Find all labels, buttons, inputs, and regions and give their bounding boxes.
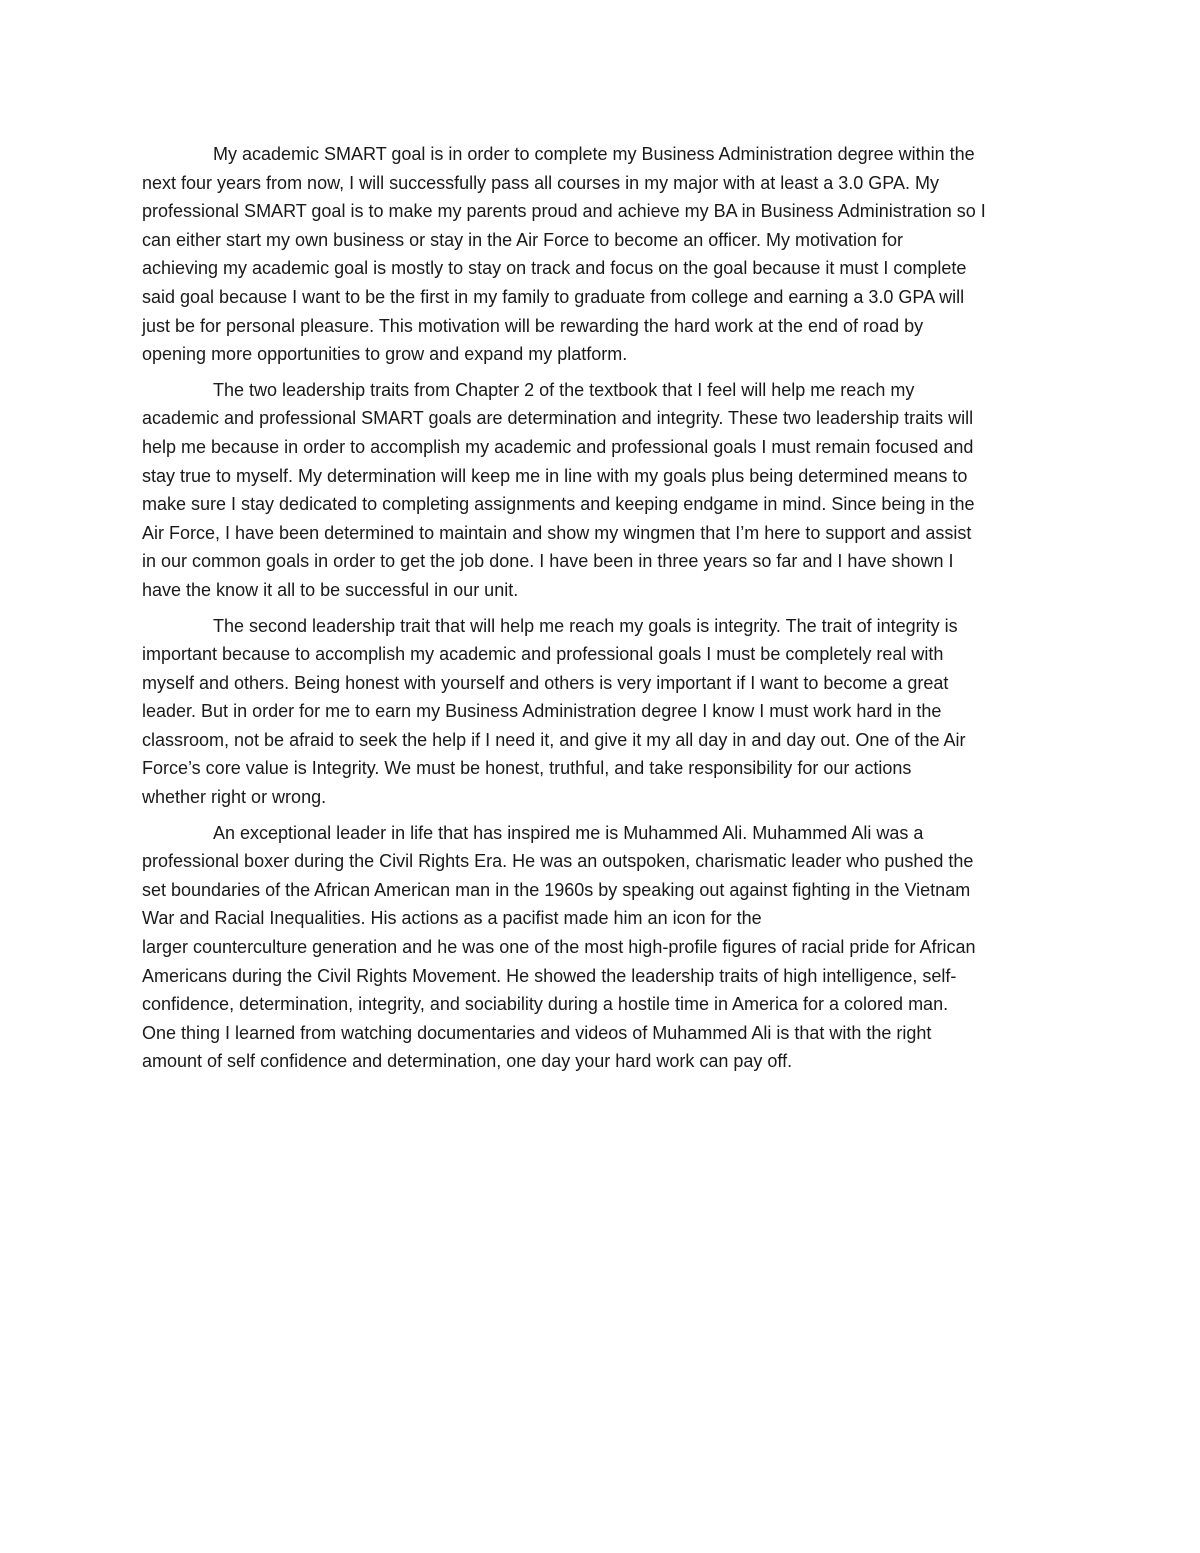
- text-line: leader. But in order for me to earn my Business Administration degree I know I must work hard in the: [142, 701, 942, 722]
- text-line: professional SMART goal is to make my parents proud and achieve my BA in Business Administration so I: [142, 201, 986, 222]
- text-line: can either start my own business or stay in the Air Force to become an officer. My motivation for: [142, 229, 904, 250]
- text-line: just be for personal pleasure. This motivation will be rewarding the hard work at the end of road by: [142, 315, 924, 336]
- text-line: The two leadership traits from Chapter 2 of the textbook that I feel will help me reach my: [213, 379, 915, 400]
- paragraph-academic-goal: [142, 140, 1060, 369]
- text-line: whether right or wrong.: [142, 787, 327, 808]
- paragraph-integrity: [142, 612, 1060, 812]
- text-line: in our common goals in order to get the job done. I have been in three years so far and I have shown I: [142, 551, 954, 572]
- text-line: An exceptional leader in life that has inspired me is Muhammed Ali. Muhammed Ali was a: [213, 822, 924, 843]
- text-line: Air Force, I have been determined to maintain and show my wingmen that I’m here to support and assist: [142, 522, 972, 543]
- document-body: [142, 140, 1060, 1083]
- text-line: academic and professional SMART goals are determination and integrity. These two leadership traits will: [142, 408, 974, 429]
- text-line: Force’s core value is Integrity. We must be honest, truthful, and take responsibility for our actions: [142, 758, 912, 779]
- text-line: classroom, not be afraid to seek the help if I need it, and give it my all day in and day out. One of the Air: [142, 729, 966, 750]
- text-line: larger counterculture generation and he was one of the most high-profile figures of racial pride for African: [142, 937, 976, 958]
- text-line: professional boxer during the Civil Rights Era. He was an outspoken, charismatic leader who pushed the: [142, 851, 974, 872]
- text-line: confidence, determination, integrity, and sociability during a hostile time in America for a colored man.: [142, 994, 949, 1015]
- text-line: One thing I learned from watching documentaries and videos of Muhammed Ali is that with the right: [142, 1022, 932, 1043]
- text-line: next four years from now, I will successfully pass all courses in my major with at least a 3.0 GPA. My: [142, 172, 939, 193]
- text-line: make sure I stay dedicated to completing assignments and keeping endgame in mind. Since being in the: [142, 494, 975, 515]
- text-line: achieving my academic goal is mostly to stay on track and focus on the goal because it must I complete: [142, 258, 967, 279]
- text-line: help me because in order to accomplish my academic and professional goals I must remain focused and: [142, 436, 974, 457]
- text-line: amount of self confidence and determination, one day your hard work can pay off.: [142, 1051, 793, 1072]
- text-line: War and Racial Inequalities. His actions as a pacifist made him an icon for the: [142, 908, 762, 929]
- text-line: The second leadership trait that will help me reach my goals is integrity. The trait of integrity is: [213, 615, 958, 636]
- text-line: My academic SMART goal is in order to complete my Business Administration degree within the: [213, 144, 975, 164]
- text-line: stay true to myself. My determination will keep me in line with my goals plus being determined means to: [142, 465, 968, 486]
- text-line: have the know it all to be successful in our unit.: [142, 579, 519, 600]
- text-line: set boundaries of the African American man in the 1960s by speaking out against fighting in the Vietnam: [142, 879, 971, 900]
- paragraph-muhammed-ali: [142, 819, 1060, 1076]
- text-line: important because to accomplish my academic and professional goals I must be completely real with: [142, 644, 944, 665]
- text-line: myself and others. Being honest with yourself and others is very important if I want to become a great: [142, 672, 949, 693]
- text-line: said goal because I want to be the first in my family to graduate from college and earning a 3.0 GPA will: [142, 286, 965, 307]
- text-line: opening more opportunities to grow and expand my platform.: [142, 344, 628, 365]
- paragraph-leadership-traits: [142, 376, 1060, 605]
- text-line: Americans during the Civil Rights Movement. He showed the leadership traits of high intelligence, self-: [142, 965, 957, 986]
